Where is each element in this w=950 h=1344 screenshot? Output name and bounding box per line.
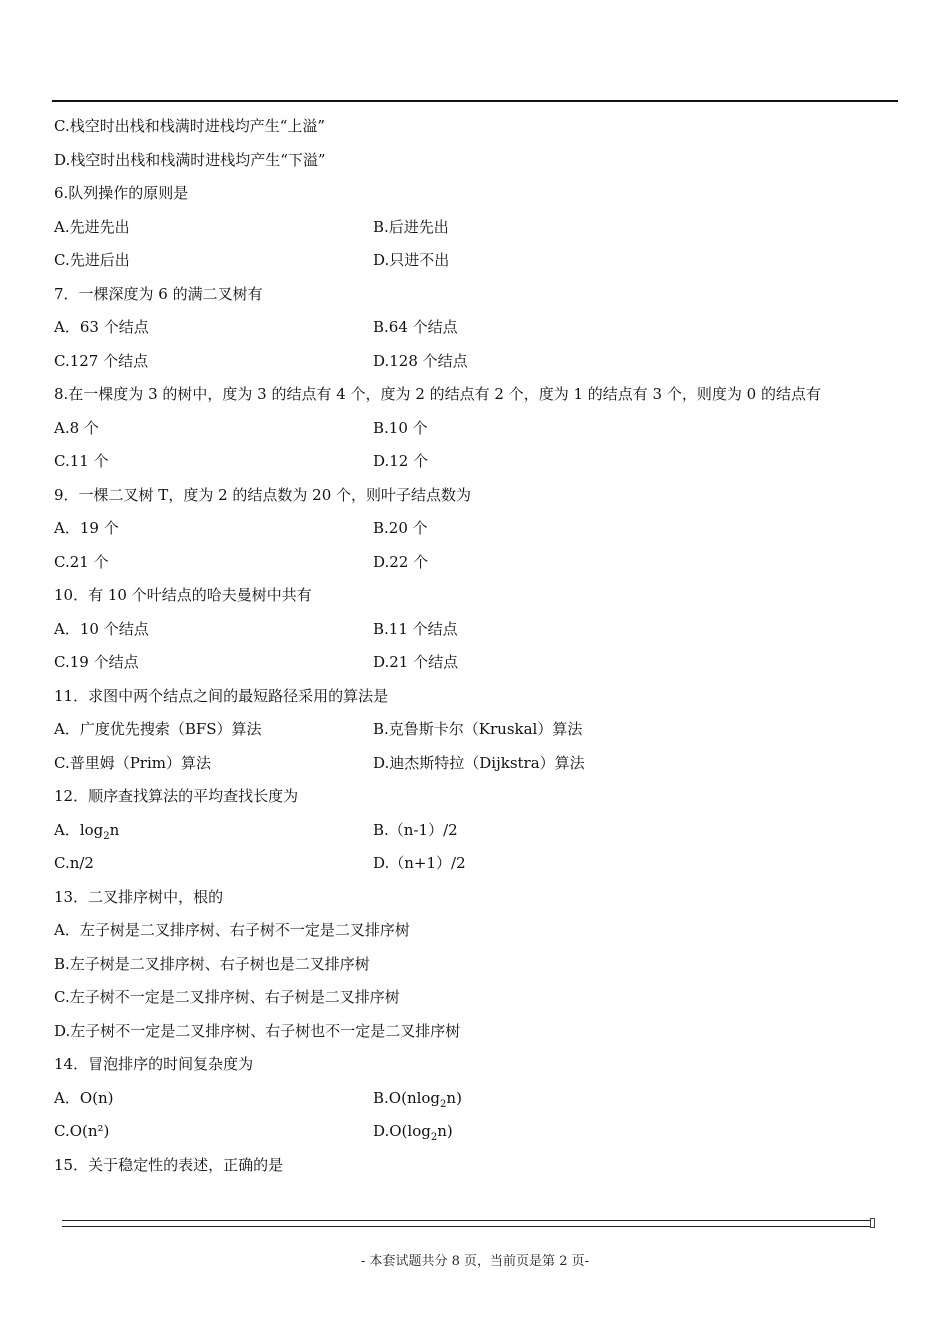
option-left: A．O(n) (54, 1088, 114, 1107)
question-line: 6.队列操作的原则是 (54, 184, 189, 202)
option-left: C.先进后出 (54, 251, 130, 269)
option-left: A．$\log_2n$ (54, 820, 120, 842)
exam-content (54, 110, 904, 1182)
footer-rule-cap (870, 1218, 875, 1228)
option-left: C.21 个 (54, 552, 109, 571)
option-row (54, 847, 904, 881)
question-line: C.左子树不一定是二叉排序树、右子树是二叉排序树 (54, 988, 400, 1006)
option-right: B.20 个 (373, 519, 428, 537)
option-left: C.普里姆（Prim）算法 (54, 753, 211, 772)
option-right: D.21 个结点 (373, 653, 459, 671)
header-rule (52, 100, 898, 102)
option-left: A．63 个结点 (54, 318, 149, 336)
option-right: B.11 个结点 (373, 619, 458, 638)
option-row (54, 412, 904, 446)
option-right: B.（n-1）/2 (373, 820, 458, 839)
option-row (54, 1082, 904, 1116)
option-right: D.迪杰斯特拉（Dijkstra）算法 (373, 753, 585, 772)
option-row (54, 646, 904, 680)
option-left: A．广度优先搜索（BFS）算法 (54, 720, 262, 738)
option-left: A.8 个 (54, 418, 99, 437)
option-row (54, 211, 904, 245)
option-left: C.n/2 (54, 854, 94, 872)
option-right: B.O(nlog$_2$n) (373, 1088, 462, 1110)
question-line: A．左子树是二叉排序树、右子树不一定是二叉排序树 (54, 921, 410, 939)
option-left: A．19 个 (54, 519, 119, 537)
option-left: A．10 个结点 (54, 619, 149, 638)
option-row (54, 445, 904, 479)
option-right: $D.O(\log_2n)$ (373, 1122, 453, 1143)
question-line: 11．求图中两个结点之间的最短路径采用的算法是 (54, 686, 389, 705)
option-row (54, 546, 904, 580)
option-left: C.127 个结点 (54, 351, 149, 370)
question-line: 13．二叉排序树中，根的 (54, 887, 224, 906)
question-line: 9．一棵二叉树 T，度为 2 的结点数为 20 个，则叶子结点数为 (54, 485, 472, 504)
option-right: B.后进先出 (373, 217, 449, 236)
question-line: 10．有 10 个叶结点的哈夫曼树中共有 (54, 586, 312, 604)
option-row (54, 613, 904, 647)
option-left: A.先进先出 (54, 217, 130, 236)
question-line: D.栈空时出栈和栈满时进栈均产生“下溢” (54, 150, 326, 169)
question-line: 7．一棵深度为 6 的满二叉树有 (54, 284, 263, 303)
question-line: B.左子树是二叉排序树、右子树也是二叉排序树 (54, 954, 370, 973)
option-left: C.11 个 (54, 452, 109, 470)
option-row (54, 1115, 904, 1149)
question-line: 14．冒泡排序的时间复杂度为 (54, 1055, 254, 1073)
question-line: C.栈空时出栈和栈满时进栈均产生“上溢” (54, 117, 326, 135)
question-line: D.左子树不一定是二叉排序树、右子树也不一定是二叉排序树 (54, 1021, 461, 1040)
option-right: D.（n+1）/2 (373, 854, 466, 872)
option-row (54, 747, 904, 781)
option-right: D.12 个 (373, 452, 429, 470)
question-line: 12．顺序查找算法的平均查找长度为 (54, 787, 299, 805)
option-row (54, 713, 904, 747)
option-right: B.克鲁斯卡尔（Kruskal）算法 (373, 720, 583, 738)
question-line: 15．关于稳定性的表述，正确的是 (54, 1155, 284, 1174)
option-left: C.O(n²) (54, 1122, 110, 1140)
option-right: D.128 个结点 (373, 351, 468, 370)
option-row (54, 311, 904, 345)
option-row (54, 512, 904, 546)
option-right: B.10 个 (373, 418, 428, 437)
question-line: 8.在一棵度为 3 的树中，度为 3 的结点有 4 个，度为 2 的结点有 2 个，度为 1 的结点有 3 个，则度为 0 的结点有 (54, 385, 821, 403)
option-left: C.19 个结点 (54, 653, 139, 671)
option-right: B.64 个结点 (373, 318, 458, 336)
option-right: D.只进不出 (373, 251, 450, 269)
option-right: D.22 个 (373, 552, 429, 571)
option-row (54, 244, 904, 278)
option-row (54, 814, 904, 848)
option-row (54, 345, 904, 379)
footer-double-rule (62, 1220, 870, 1227)
page-footer: - 本套试题共分 8 页，当前页是第 2 页- (361, 1254, 589, 1269)
